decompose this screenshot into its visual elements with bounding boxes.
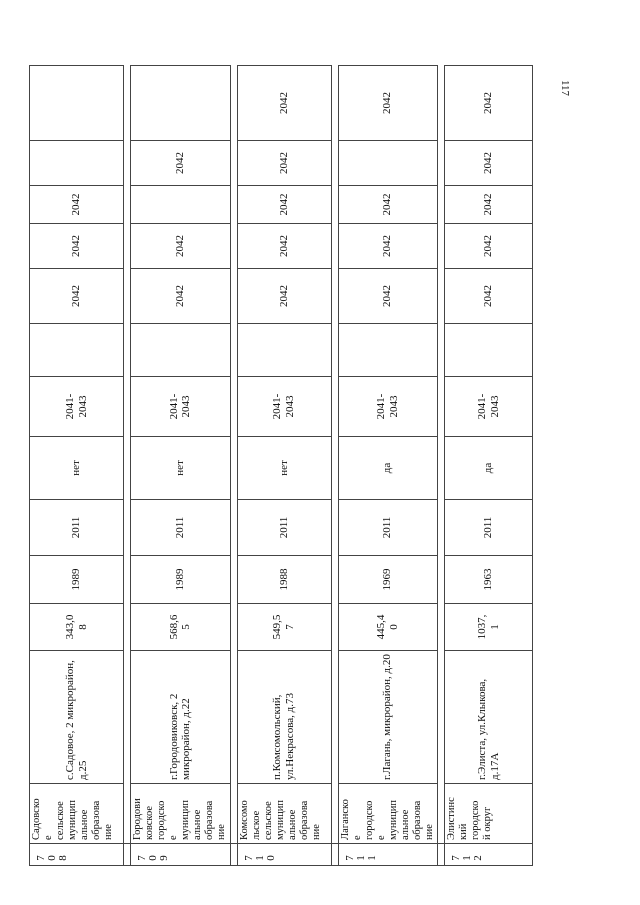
cell-text: 2043	[180, 395, 193, 418]
separator-cell	[124, 604, 131, 651]
separator-cell	[331, 224, 338, 269]
c-c-cell	[237, 224, 331, 269]
c-f-cell	[131, 66, 231, 141]
cell-text: 1	[488, 624, 501, 630]
municipality-line: альное	[79, 809, 91, 840]
municipality-line: е	[168, 835, 180, 840]
municipality-line: муницип	[180, 800, 192, 840]
c-a-cell	[237, 324, 331, 377]
period-cell	[237, 377, 331, 437]
municipality-line: альное	[286, 809, 298, 840]
separator-cell	[230, 437, 237, 500]
municipality-line: муницип	[274, 800, 286, 840]
municipality-line: Элистинс	[446, 797, 457, 840]
cell-text: 0	[387, 624, 400, 630]
year-survey-cell	[445, 500, 533, 556]
separator-cell	[230, 186, 237, 224]
year-built-cell	[131, 556, 231, 604]
separator-cell	[230, 141, 237, 186]
municipality-line: Садовско	[31, 798, 42, 840]
municipality-line: альное	[192, 809, 204, 840]
separator-cell	[124, 651, 131, 784]
c-c-cell	[445, 224, 533, 269]
cell-text: 2041-	[167, 393, 180, 420]
year-built-cell	[237, 556, 331, 604]
page-number: 117	[559, 79, 572, 97]
municipality-line: й округ	[482, 806, 494, 840]
cell-text: 2042	[482, 92, 495, 114]
flag-cell	[131, 437, 231, 500]
address-cell: п.Комсомольский, ул.Некрасова, д.73	[237, 651, 331, 784]
period-cell	[131, 377, 231, 437]
row-separator	[124, 66, 131, 866]
cell-text: 2042	[482, 152, 495, 174]
area-cell	[445, 604, 533, 651]
separator-cell	[438, 844, 445, 866]
address-cell: г.Элиста, ул.Клыкова, д.17А	[445, 651, 533, 784]
table-row	[30, 66, 124, 866]
cell-text: 1969	[381, 568, 394, 591]
separator-cell	[124, 437, 131, 500]
cell-text: 2042	[277, 92, 290, 114]
c-b-cell	[237, 269, 331, 324]
separator-cell	[230, 269, 237, 324]
separator-cell	[230, 500, 237, 556]
cell-text: 1989	[70, 568, 83, 591]
cell-text: 1988	[277, 568, 290, 591]
municipality-line: городско	[156, 800, 168, 840]
cell-text: 2042	[70, 285, 83, 307]
cell-text: 549,5	[271, 614, 284, 640]
c-e-cell	[338, 141, 438, 186]
municipality-cell	[445, 784, 533, 844]
separator-cell	[331, 651, 338, 784]
row-number-cell	[237, 844, 331, 866]
c-d-cell	[237, 186, 331, 224]
flag-cell	[338, 437, 438, 500]
cell-text: 2043	[488, 395, 501, 418]
separator-cell	[124, 269, 131, 324]
separator-cell	[230, 651, 237, 784]
municipality-line: льское	[250, 810, 262, 840]
municipality-line: образова	[298, 800, 310, 840]
year-survey-cell	[131, 500, 231, 556]
separator-cell	[438, 66, 445, 141]
municipality-cell	[237, 784, 331, 844]
municipality-line: сельское	[55, 801, 67, 840]
municipality-line: городско	[470, 800, 482, 840]
separator-cell	[331, 437, 338, 500]
cell-text: 568,6	[167, 614, 180, 640]
municipality-line: е	[351, 835, 363, 840]
c-b-cell	[131, 269, 231, 324]
separator-cell	[124, 377, 131, 437]
cell-text: 2042	[70, 193, 83, 216]
municipality-line: сельское	[262, 801, 274, 840]
year-survey-cell	[338, 500, 438, 556]
row-number-digit: 8	[57, 855, 69, 861]
municipality-line: ние	[310, 824, 322, 840]
row-separator	[331, 66, 338, 866]
separator-cell	[124, 324, 131, 377]
cell-text: нет	[70, 460, 83, 476]
c-d-cell	[131, 186, 231, 224]
cell-text: да	[482, 462, 495, 474]
row-number-digit: 1	[461, 855, 473, 861]
municipality-line: Комсомо	[238, 800, 250, 840]
cell-text: 2043	[76, 395, 89, 418]
c-a-cell	[338, 324, 438, 377]
municipality-line: ние	[103, 824, 115, 840]
address-cell: с.Садовое, 2 микрорайон, д.25	[30, 651, 124, 784]
c-e-cell	[30, 141, 124, 186]
separator-cell	[124, 66, 131, 141]
row-number-digit: 2	[472, 855, 484, 861]
c-e-cell	[445, 141, 533, 186]
row-number-digit: 0	[147, 855, 159, 861]
cell-text: 343,0	[63, 614, 76, 640]
cell-text: 1989	[173, 568, 186, 591]
c-b-cell	[30, 269, 124, 324]
cell-text: 2042	[277, 152, 290, 174]
separator-cell	[438, 377, 445, 437]
cell-text: 2043	[387, 395, 400, 418]
address-cell: г.Городовиковск, 2 микрорайон, д.22	[131, 651, 231, 784]
c-b-cell	[445, 269, 533, 324]
municipality-line: е	[43, 835, 55, 840]
row-number-digit: 7	[242, 855, 255, 861]
cell-text: 445,4	[375, 614, 388, 640]
cell-text: 1037,	[475, 614, 488, 640]
cell-text: 2011	[482, 516, 495, 539]
cell-text: 2011	[173, 516, 186, 539]
cell-text: 2042	[482, 235, 495, 257]
cell-text: 2042	[482, 285, 495, 307]
cell-text: 2042	[381, 193, 394, 216]
table-row	[237, 66, 331, 866]
municipality-cell	[131, 784, 231, 844]
cell-text: нет	[173, 460, 186, 476]
c-e-cell	[131, 141, 231, 186]
cell-text: 2011	[70, 516, 83, 539]
cell-text: 2041-	[271, 393, 284, 420]
separator-cell	[230, 604, 237, 651]
municipality-cell	[30, 784, 124, 844]
municipality-line: муницип	[67, 800, 79, 840]
separator-cell	[331, 141, 338, 186]
separator-cell	[331, 784, 338, 844]
separator-cell	[124, 500, 131, 556]
cell-text: 2042	[173, 152, 186, 174]
flag-cell	[30, 437, 124, 500]
cell-text: 8	[76, 624, 89, 630]
cell-text: 2041-	[63, 393, 76, 420]
separator-cell	[331, 556, 338, 604]
c-d-cell	[30, 186, 124, 224]
row-number-digit: 7	[136, 855, 148, 861]
row-separator	[438, 66, 445, 866]
separator-cell	[438, 500, 445, 556]
municipality-line: образова	[91, 800, 103, 840]
separator-cell	[331, 66, 338, 141]
row-number-cell	[131, 844, 231, 866]
cell-text: 2042	[277, 285, 290, 307]
flag-cell	[237, 437, 331, 500]
separator-cell	[438, 224, 445, 269]
cell-text: 2043	[284, 395, 296, 418]
year-built-cell	[30, 556, 124, 604]
municipality-line: ние	[423, 824, 435, 840]
period-cell	[445, 377, 533, 437]
row-number-digit: 1	[365, 855, 378, 861]
separator-cell	[124, 186, 131, 224]
separator-cell	[124, 844, 131, 866]
c-f-cell	[30, 66, 124, 141]
separator-cell	[230, 844, 237, 866]
c-f-cell	[445, 66, 533, 141]
municipality-line: ние	[216, 824, 228, 840]
area-cell	[338, 604, 438, 651]
separator-cell	[331, 844, 338, 866]
separator-cell	[230, 556, 237, 604]
municipality-line: альное	[399, 809, 411, 840]
municipality-line: образова	[204, 800, 216, 840]
table-row	[445, 66, 533, 866]
housing-register-table	[29, 65, 533, 866]
cell-text: 2042	[381, 92, 394, 114]
c-d-cell	[445, 186, 533, 224]
separator-cell	[230, 377, 237, 437]
separator-cell	[438, 556, 445, 604]
row-number-cell	[338, 844, 438, 866]
cell-text: 5	[180, 624, 193, 630]
municipality-line: ковское	[144, 806, 156, 840]
municipality-line: городско	[363, 800, 375, 840]
row-number-cell	[30, 844, 124, 866]
municipality-cell	[338, 784, 438, 844]
row-number-cell	[445, 844, 533, 866]
separator-cell	[438, 651, 445, 784]
cell-text: 2011	[277, 516, 290, 539]
year-survey-cell	[30, 500, 124, 556]
row-number-digit: 1	[354, 855, 367, 861]
separator-cell	[438, 269, 445, 324]
cell-text: 2041-	[375, 393, 388, 420]
c-a-cell	[30, 324, 124, 377]
separator-cell	[331, 500, 338, 556]
c-a-cell	[131, 324, 231, 377]
cell-text: 2042	[173, 235, 186, 257]
separator-cell	[438, 604, 445, 651]
separator-cell	[331, 377, 338, 437]
area-cell	[30, 604, 124, 651]
municipality-line: кий	[458, 823, 470, 840]
row-number-digit: 9	[158, 855, 170, 861]
period-cell	[30, 377, 124, 437]
area-cell	[237, 604, 331, 651]
row-number-digit: 0	[46, 855, 58, 861]
row-separator	[230, 66, 237, 866]
document-table-area	[29, 66, 533, 866]
separator-cell	[230, 324, 237, 377]
address-cell: г.Лагань, микрорайон, д.20	[338, 651, 438, 784]
c-c-cell	[338, 224, 438, 269]
municipality-line: Городови	[132, 798, 143, 840]
separator-cell	[438, 784, 445, 844]
cell-text: 2042	[277, 235, 290, 257]
c-a-cell	[445, 324, 533, 377]
row-number-digit: 1	[253, 855, 266, 861]
c-b-cell	[338, 269, 438, 324]
year-built-cell	[338, 556, 438, 604]
cell-text: 2042	[381, 235, 394, 257]
c-c-cell	[131, 224, 231, 269]
separator-cell	[438, 437, 445, 500]
separator-cell	[331, 324, 338, 377]
separator-cell	[230, 66, 237, 141]
c-f-cell	[237, 66, 331, 141]
c-c-cell	[30, 224, 124, 269]
cell-text: 2042	[173, 285, 186, 307]
area-cell	[131, 604, 231, 651]
period-cell	[338, 377, 438, 437]
separator-cell	[438, 324, 445, 377]
cell-text: нет	[277, 460, 290, 476]
municipality-line: Лаганско	[339, 799, 351, 840]
separator-cell	[124, 556, 131, 604]
row-number-digit: 0	[264, 855, 277, 861]
row-number-digit: 7	[35, 855, 47, 861]
cell-text: 2042	[277, 193, 290, 216]
cell-text: 2011	[381, 516, 394, 539]
separator-cell	[124, 141, 131, 186]
cell-text: 2042	[70, 235, 83, 257]
flag-cell	[445, 437, 533, 500]
cell-text: 2042	[482, 193, 495, 216]
separator-cell	[124, 224, 131, 269]
c-f-cell	[338, 66, 438, 141]
cell-text: 1963	[482, 568, 495, 591]
table-row	[131, 66, 231, 866]
municipality-line: е	[375, 835, 387, 840]
separator-cell	[230, 224, 237, 269]
cell-text: 2042	[381, 285, 394, 307]
row-number-digit: 7	[343, 855, 356, 861]
separator-cell	[331, 604, 338, 651]
separator-cell	[124, 784, 131, 844]
separator-cell	[331, 269, 338, 324]
separator-cell	[438, 186, 445, 224]
cell-text: 2041-	[475, 393, 488, 420]
c-e-cell	[237, 141, 331, 186]
cell-text: да	[381, 462, 394, 474]
cell-text: 7	[284, 624, 296, 630]
year-survey-cell	[237, 500, 331, 556]
row-number-digit: 7	[450, 855, 462, 861]
separator-cell	[331, 186, 338, 224]
table-row	[338, 66, 438, 866]
year-built-cell	[445, 556, 533, 604]
separator-cell	[438, 141, 445, 186]
municipality-line: муницип	[387, 800, 399, 840]
separator-cell	[230, 784, 237, 844]
c-d-cell	[338, 186, 438, 224]
municipality-line: образова	[411, 800, 423, 840]
